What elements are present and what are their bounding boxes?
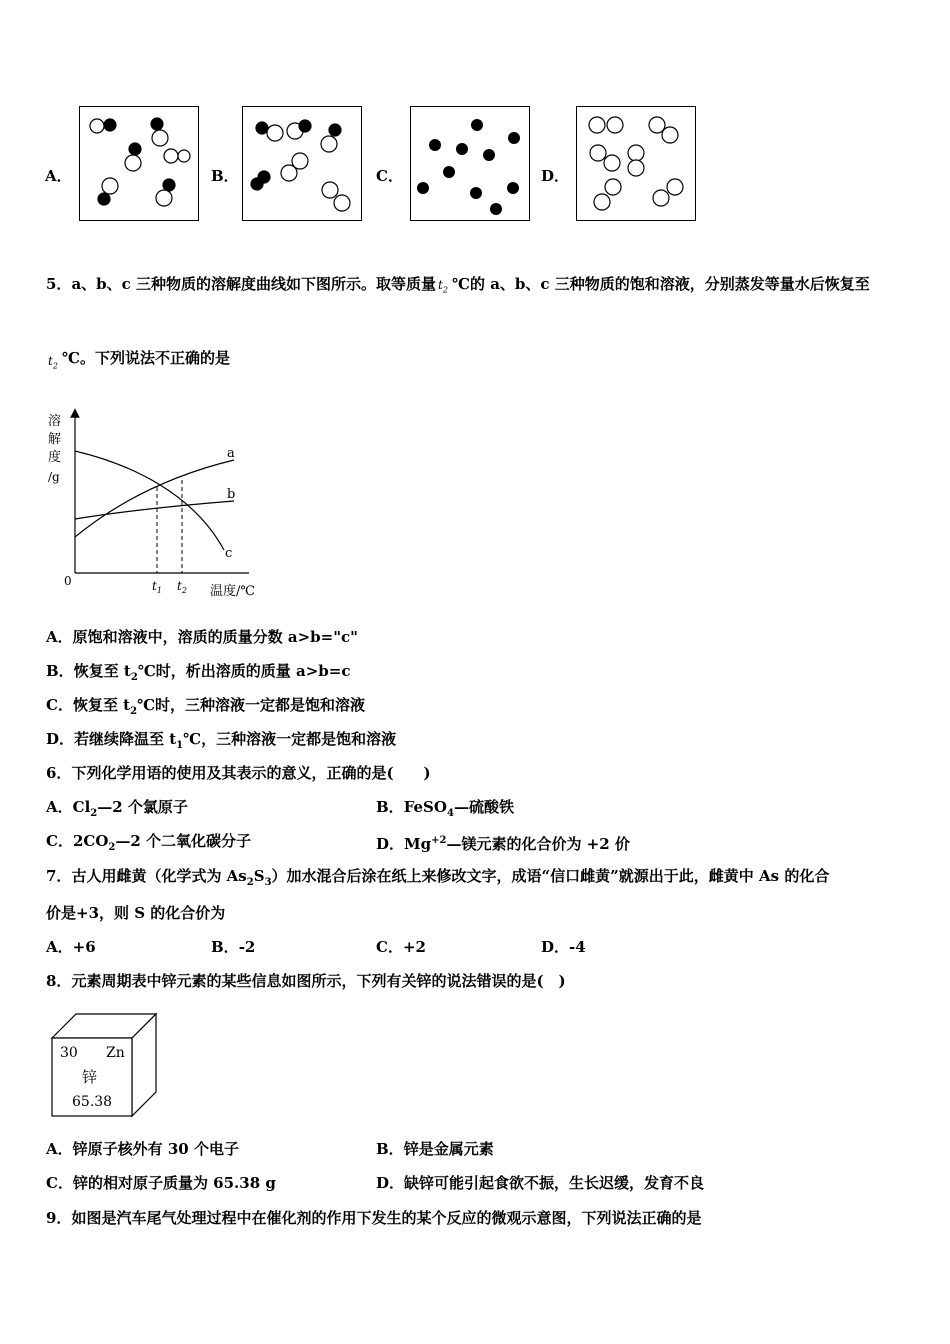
q5-stem-line1: 5．a、b、c 三种物质的溶解度曲线如下图所示。取等质量 $t_2$ ℃的 a、b、c 三种物质的饱和溶液，分别蒸发等量水后恢复至 bbox=[46, 275, 870, 295]
q5-origin-label: 0 bbox=[64, 574, 72, 588]
q5-xlabel: 温度/℃ bbox=[210, 584, 255, 599]
q4-option-a-letter: A． bbox=[45, 167, 72, 185]
q8-element-name: 锌 bbox=[82, 1068, 98, 1086]
q8-element-cube bbox=[50, 1012, 162, 1118]
q5-ylabel-char-2: 解 bbox=[48, 432, 62, 447]
q4-option-c-letter: C． bbox=[376, 167, 403, 185]
q5-series-b-line bbox=[75, 501, 234, 519]
q6-option-b[interactable]: B．FeSO$_4$—硫酸铁 bbox=[376, 798, 514, 819]
q4-option-d-particles bbox=[577, 107, 695, 220]
q5-option-b[interactable]: B．恢复至 $t_2℃$时，析出溶质的质量 a>b=c bbox=[46, 662, 351, 683]
q4-option-b-box[interactable] bbox=[242, 106, 362, 221]
q4-option-d-box[interactable] bbox=[576, 106, 696, 221]
q6-option-c[interactable]: C．$2CO_2—2$ 个二氧化碳分子 bbox=[46, 832, 252, 853]
q5-stem-line2: $t_2$ ℃。下列说法不正确的是 bbox=[48, 349, 230, 371]
q7-option-a[interactable]: A．+6 bbox=[46, 938, 96, 956]
q8-atomic-number: 30 bbox=[60, 1045, 78, 1061]
q4-option-d-letter: D． bbox=[541, 167, 570, 185]
q8-option-a[interactable]: A．锌原子核外有 30 个电子 bbox=[46, 1140, 239, 1158]
q4-option-b-letter: B． bbox=[211, 167, 239, 185]
q8-atomic-mass: 65.38 bbox=[72, 1094, 113, 1110]
q5-stem-part2: ℃的 a、b、c 三种物质的饱和溶液，分别蒸发等量水后恢复至 bbox=[452, 275, 870, 293]
q5-stem-part1: a、b、c 三种物质的溶解度曲线如下图所示。取等质量 bbox=[71, 275, 437, 293]
q5-option-c[interactable]: C．恢复至 $t_2℃$时，三种溶液一定都是饱和溶液 bbox=[46, 696, 366, 717]
q7-option-c[interactable]: C．+2 bbox=[376, 938, 426, 956]
q5-xtick-t1: $t_1$ bbox=[152, 579, 162, 595]
q5-xtick-t2: $t_2$ bbox=[177, 579, 187, 595]
q8-option-b[interactable]: B．锌是金属元素 bbox=[376, 1140, 494, 1158]
q4-option-a-box[interactable] bbox=[79, 106, 199, 221]
q5-series-a-line bbox=[75, 460, 234, 537]
q5-series-c-line bbox=[75, 451, 224, 550]
q5-solubility-chart bbox=[44, 405, 274, 609]
q5-number: 5． bbox=[46, 275, 72, 293]
q4-option-a-particles bbox=[80, 107, 198, 220]
q5-chart-svg bbox=[44, 405, 274, 605]
q8-option-d[interactable]: D．缺锌可能引起食欲不振，生长迟缓，发育不良 bbox=[376, 1174, 705, 1192]
q5-ylabel-char-4: /g bbox=[48, 470, 60, 484]
q7-stem-line2: 价是+3，则 S 的化合价为 bbox=[46, 904, 226, 922]
q8-element-cell bbox=[50, 1012, 162, 1122]
q5-ylabel-char-3: 度 bbox=[48, 450, 62, 465]
q8-element-symbol: Zn bbox=[106, 1045, 125, 1061]
q5-ylabel-char-1: 溶 bbox=[48, 414, 62, 429]
q5-option-d[interactable]: D．若继续降温至 $t_1℃$，三种溶液一定都是饱和溶液 bbox=[46, 730, 397, 751]
q6-option-d[interactable]: D．$Mg^{+2}—$镁元素的化合价为 +2 价 bbox=[376, 835, 630, 853]
q4-option-c-particles bbox=[411, 107, 529, 220]
q7-stem-line1: 7．古人用雌黄（化学式为 $As_2S_3$）加水混合后涂在纸上来修改文字，成语“信口雌黄”就源出于此，雌黄中 As 的化合 bbox=[46, 867, 830, 888]
q4-option-c-box[interactable] bbox=[410, 106, 530, 221]
q5-series-a-label: a bbox=[227, 446, 235, 461]
q7-option-d[interactable]: D．-4 bbox=[541, 938, 586, 956]
q9-stem: 9．如图是汽车尾气处理过程中在催化剂的作用下发生的某个反应的微观示意图，下列说法正确的是 bbox=[46, 1209, 702, 1227]
q8-option-c[interactable]: C．锌的相对原子质量为 65.38 g bbox=[46, 1174, 276, 1192]
q5-series-c-label: c bbox=[225, 546, 233, 561]
q5-series-b-label: b bbox=[227, 487, 236, 502]
q8-stem: 8．元素周期表中锌元素的某些信息如图所示，下列有关锌的说法错误的是( ) bbox=[46, 972, 566, 990]
q7-option-b[interactable]: B．-2 bbox=[211, 938, 256, 956]
q5-option-a[interactable]: A．原饱和溶液中，溶质的质量分数 a>b="c" bbox=[46, 628, 358, 646]
q4-option-b-particles bbox=[243, 107, 361, 220]
q5-stem-part3: ℃。下列说法不正确的是 bbox=[62, 349, 230, 367]
q6-stem: 6．下列化学用语的使用及其表示的意义，正确的是( ) bbox=[46, 764, 431, 782]
q6-option-a[interactable]: A．$Cl_2—2$ 个氯原子 bbox=[46, 798, 188, 819]
